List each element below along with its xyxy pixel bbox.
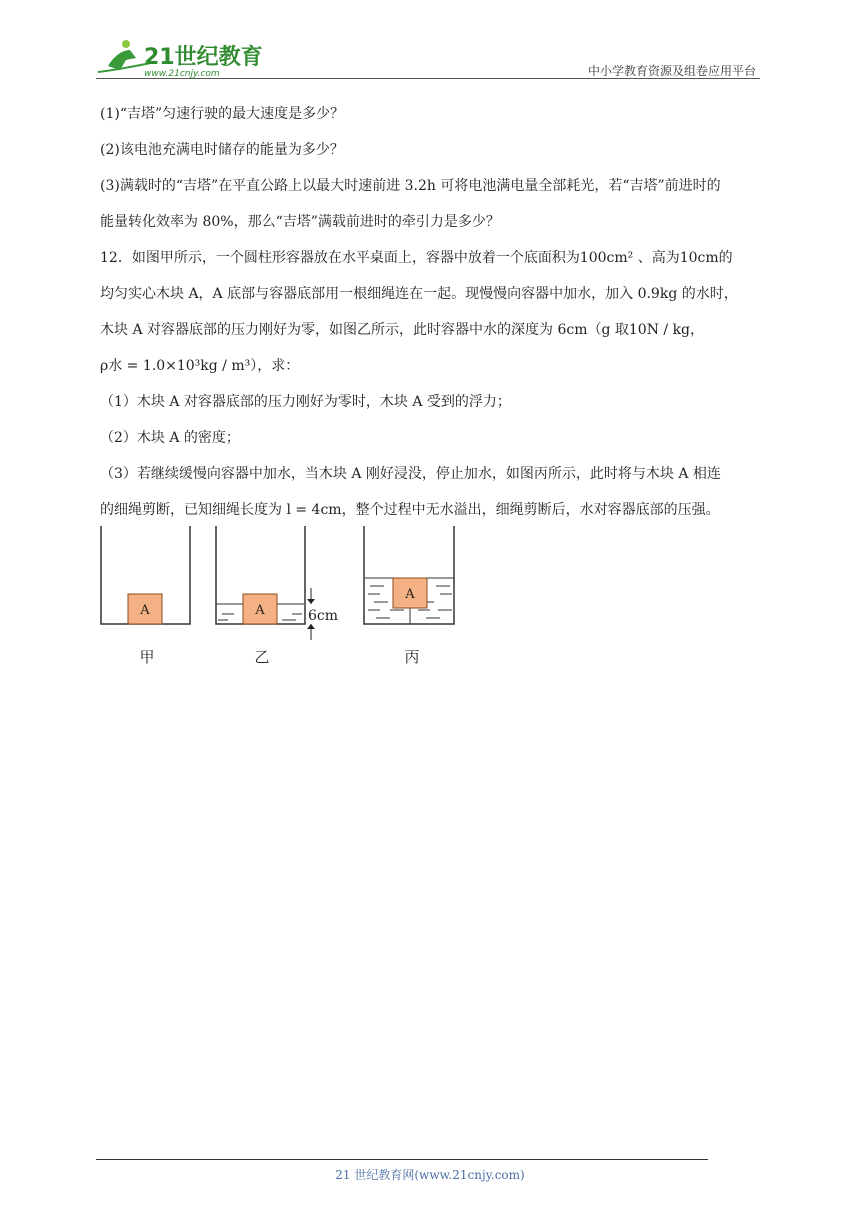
- q11-sub3-line1: (3)满载时的“吉塔”在平直公路上以最大时速前进 3.2h 可将电池满电量全部耗光，若“吉塔”前进时的: [100, 178, 721, 194]
- q11-sub3-line2: 能量转化效率为 80%，那么“吉塔”满载前进时的牵引力是多少？: [100, 214, 500, 230]
- logo-url: www.21cnjy.com: [144, 69, 220, 79]
- q12-sub1: （1）木块 A 对容器底部的压力刚好为零时，木块 A 受到的浮力；: [100, 394, 511, 410]
- header-divider: [96, 78, 760, 79]
- logo-text: 21世纪教育: [144, 45, 263, 70]
- caption-yi: 乙: [254, 648, 270, 666]
- figure-jia: [101, 526, 190, 666]
- q11-sub1: (1)“吉塔”匀速行驶的最大速度是多少？: [100, 106, 345, 122]
- q12-line2: 均匀实心木块 A，A 底部与容器底部用一根细绳连在一起。现慢慢向容器中加水，加入 0.9kg 的水时，: [100, 286, 738, 302]
- caption-bing: 丙: [404, 648, 420, 666]
- footer-text: 21 世纪教育网(www.21cnjy.com): [335, 1168, 525, 1182]
- q12-line3: 木块 A 对容器底部的压力刚好为零，如图乙所示，此时容器中水的深度为 6cm（g 取10N / kg，: [100, 322, 705, 338]
- platform-name: 中小学教育资源及组卷应用平台: [587, 64, 756, 78]
- caption-jia: 甲: [139, 648, 155, 666]
- container-figures: [100, 522, 480, 672]
- block-label-jia: A: [140, 603, 150, 618]
- q12-line4: ρ水 = 1.0×10³kg / m³），求：: [100, 358, 300, 374]
- depth-label: 6cm: [308, 608, 339, 624]
- page-header: [96, 36, 760, 80]
- q12-sub2: （2）木块 A 的密度；: [100, 430, 240, 446]
- block-label-bing: A: [405, 587, 415, 602]
- logo-icon: [96, 36, 266, 80]
- container-bing: [364, 526, 454, 624]
- figure-yi: [216, 526, 338, 666]
- question-content: [100, 96, 762, 528]
- q11-sub2: (2)该电池充满电时储存的能量为多少？: [100, 142, 344, 158]
- q12-sub3-line1: （3）若继续缓慢向容器中加水，当木块 A 刚好浸没，停止加水，如图丙所示，此时将与木块 A 相连: [100, 466, 721, 482]
- figure-bing: [364, 526, 454, 666]
- block-label-yi: A: [255, 603, 265, 618]
- q12-line1: 12．如图甲所示，一个圆柱形容器放在水平桌面上，容器中放着一个底面积为100cm² 、高为10cm的: [100, 250, 733, 266]
- q12-sub3-line2: 的细绳剪断，已知细绳长度为 l = 4cm，整个过程中无水溢出，细绳剪断后，水对容器底部的压强。: [100, 502, 720, 518]
- footer-divider: [96, 1159, 708, 1160]
